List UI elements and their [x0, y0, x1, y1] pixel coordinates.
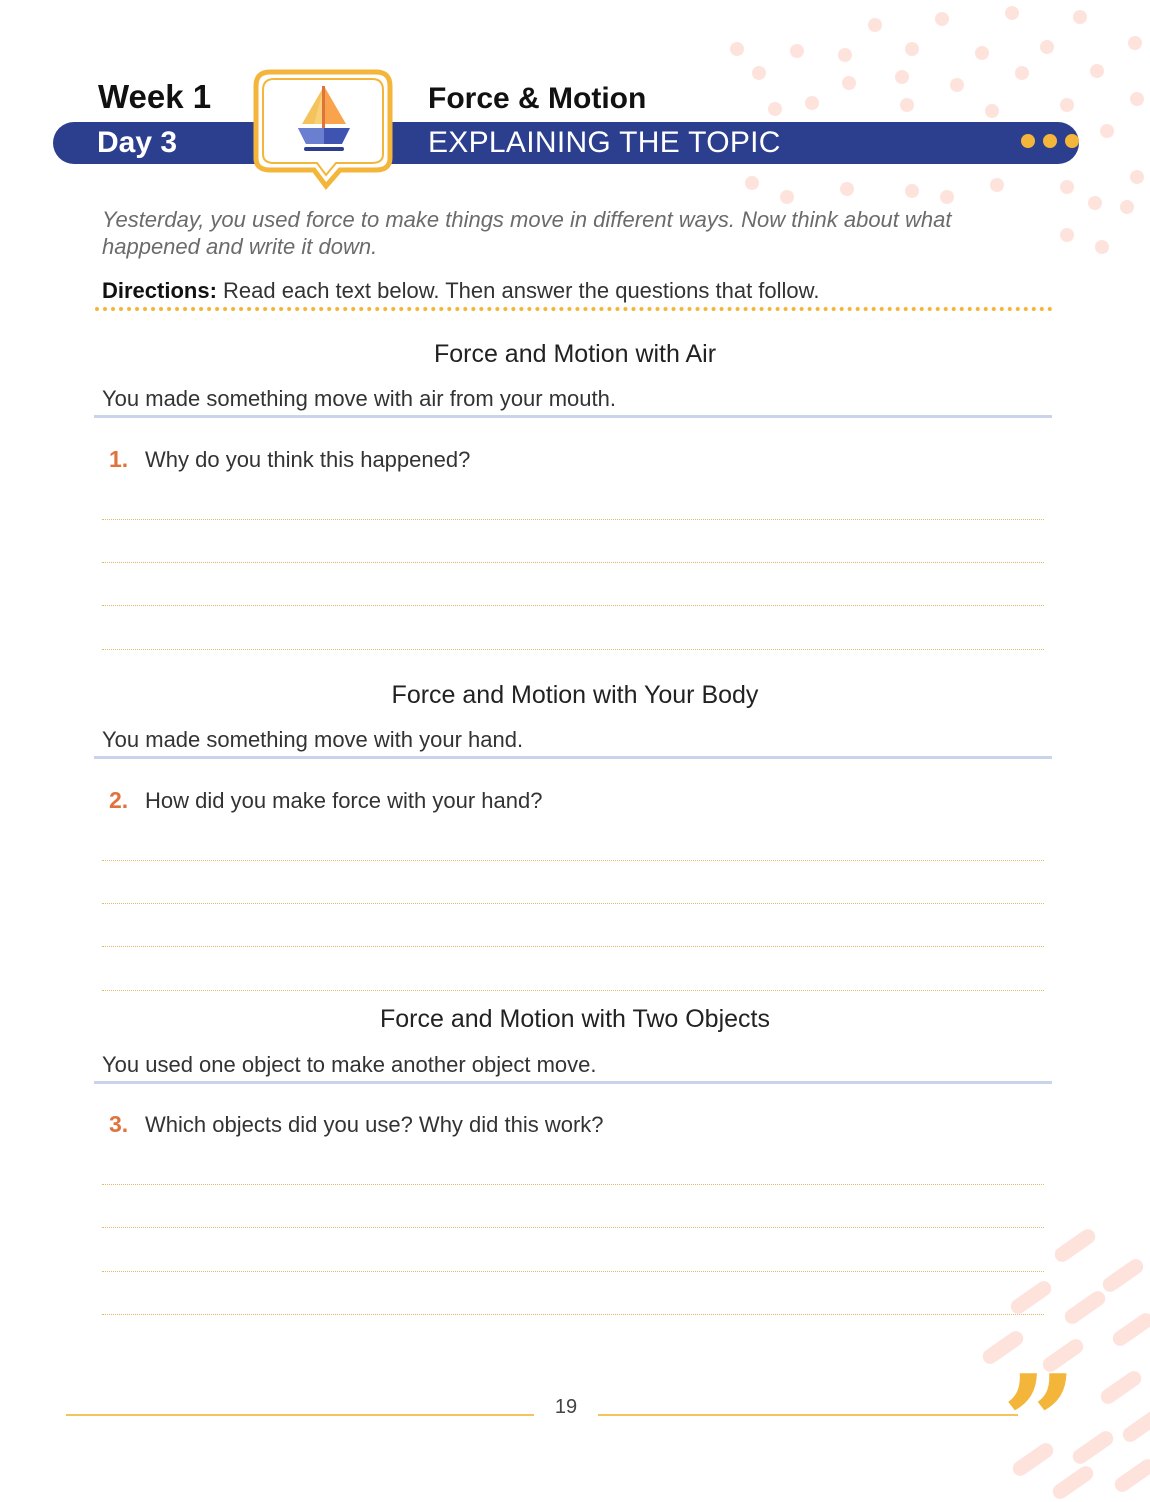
section-text: You made something move with air from your mouth.: [102, 386, 616, 411]
ellipsis-dots: [1021, 134, 1079, 148]
section-text: You used one object to make another object move.: [102, 1052, 597, 1077]
footer-rule-right: [598, 1414, 1018, 1416]
answer-line[interactable]: [102, 1314, 1044, 1315]
subject-title: Force & Motion: [428, 82, 647, 115]
question-number: 3.: [109, 1111, 129, 1137]
question-number: 1.: [109, 446, 129, 472]
answer-line[interactable]: [102, 1184, 1044, 1185]
answer-line[interactable]: [102, 946, 1044, 947]
question-text: Why do you think this happened?: [145, 447, 471, 472]
dotted-divider: [95, 307, 1053, 311]
footer-rule-left: [66, 1414, 534, 1416]
directions-text: Read each text below. Then answer the questions that follow.: [216, 278, 820, 303]
answer-line[interactable]: [102, 990, 1044, 991]
sailboat-icon: [248, 66, 398, 192]
section-rule: [94, 415, 1052, 418]
answer-line[interactable]: [102, 903, 1044, 904]
answer-line[interactable]: [102, 562, 1044, 563]
answer-line[interactable]: [102, 605, 1044, 606]
section-title: Force and Motion with Air: [433, 340, 717, 368]
day-label: Day 3: [97, 126, 178, 159]
section-text: You made something move with your hand.: [102, 727, 524, 752]
intro-text: Yesterday, you used force to make things move in different ways. Now think about what happened and write it down.: [102, 207, 952, 259]
answer-line[interactable]: [102, 1271, 1044, 1272]
week-label: Week 1: [98, 78, 212, 115]
answer-line[interactable]: [102, 519, 1044, 520]
section-title: Force and Motion with Two Objects: [380, 1005, 770, 1033]
section-rule: [94, 756, 1052, 759]
question-text: Which objects did you use? Why did this work?: [145, 1112, 604, 1137]
closing-quote-icon: ”: [1002, 1346, 1077, 1499]
section-title: Force and Motion with Your Body: [391, 681, 759, 709]
directions-label: Directions:: [102, 278, 217, 303]
page-number: 19: [554, 1396, 578, 1418]
question-number: 2.: [109, 787, 129, 813]
answer-line[interactable]: [102, 1227, 1044, 1228]
answer-line[interactable]: [102, 860, 1044, 861]
section-rule: [94, 1081, 1052, 1084]
answer-line[interactable]: [102, 649, 1044, 650]
directions: [102, 278, 819, 304]
question-text: How did you make force with your hand?: [145, 788, 543, 813]
section-type-label: EXPLAINING THE TOPIC: [428, 126, 781, 159]
